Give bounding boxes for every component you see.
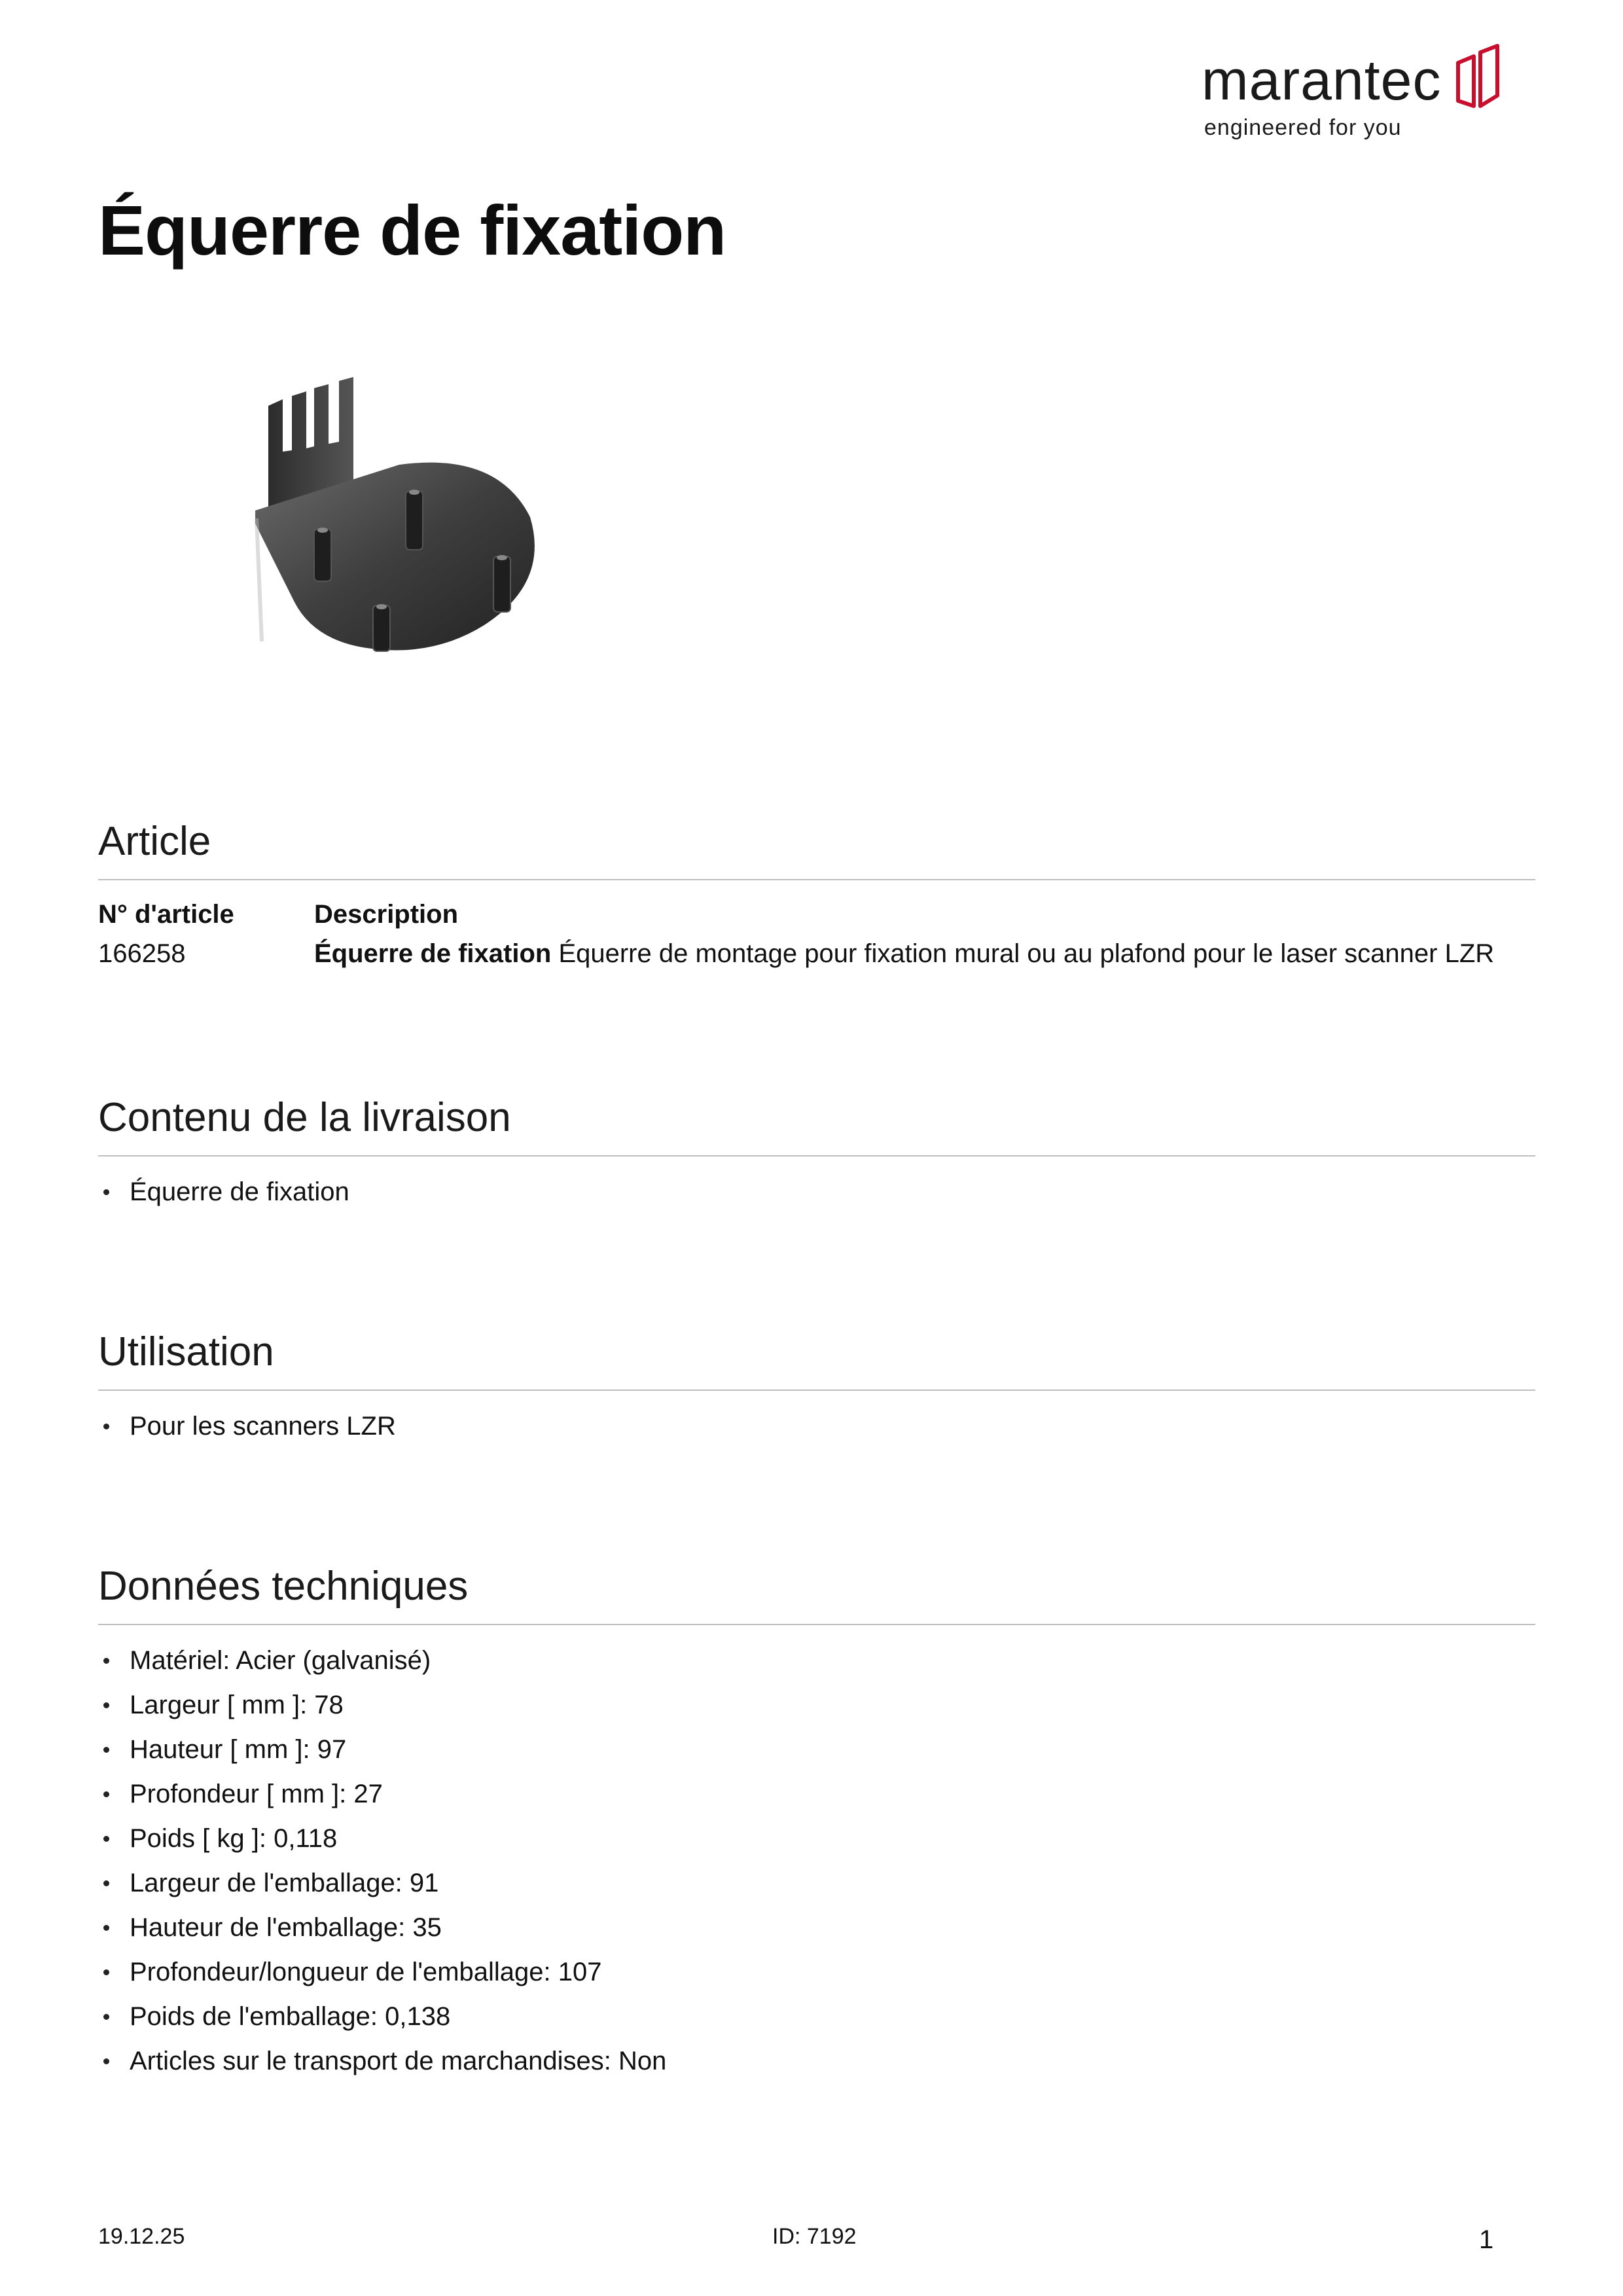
brand-name: marantec	[1202, 49, 1442, 112]
marantec-door-mark-icon	[1454, 43, 1501, 114]
article-description-text: Équerre de montage pour fixation mural ou au plafond pour le laser scanner LZR	[558, 939, 1495, 969]
brand-tagline: engineered for you	[1204, 115, 1402, 140]
list-item: Profondeur/longueur de l'emballage: 107	[98, 1950, 1535, 1994]
article-section	[98, 818, 1535, 973]
page-number: 1	[1479, 2225, 1494, 2254]
article-number-header: N° d'article	[98, 900, 234, 929]
list-item: Largeur [ mm ]: 78	[98, 1683, 1535, 1727]
technical-data-section	[98, 1563, 1535, 2083]
list-item: Équerre de fixation	[98, 1170, 1535, 1214]
article-description	[314, 934, 1535, 973]
usage-heading: Utilisation	[98, 1329, 1535, 1391]
list-item: Hauteur de l'emballage: 35	[98, 1905, 1535, 1950]
list-item: Profondeur [ mm ]: 27	[98, 1772, 1535, 1816]
footer-id: ID: 7192	[772, 2224, 857, 2249]
delivery-contents-heading: Contenu de la livraison	[98, 1094, 1535, 1157]
footer-date: 19.12.25	[98, 2224, 185, 2249]
article-table-header	[98, 895, 1535, 934]
product-image	[242, 367, 609, 707]
list-item: Largeur de l'emballage: 91	[98, 1861, 1535, 1905]
article-description-header: Description	[314, 900, 459, 929]
list-item: Pour les scanners LZR	[98, 1404, 1535, 1448]
list-item: Hauteur [ mm ]: 97	[98, 1727, 1535, 1772]
delivery-contents-section	[98, 1094, 1535, 1214]
article-heading: Article	[98, 818, 1535, 880]
page-title: Équerre de fixation	[98, 190, 726, 270]
list-item: Poids de l'emballage: 0,138	[98, 1994, 1535, 2039]
article-number: 166258	[98, 939, 186, 969]
list-item: Poids [ kg ]: 0,118	[98, 1816, 1535, 1861]
article-row	[98, 934, 1535, 973]
list-item: Matériel: Acier (galvanisé)	[98, 1638, 1535, 1683]
article-description-name: Équerre de fixation	[314, 939, 552, 969]
list-item: Articles sur le transport de marchandises: Non	[98, 2039, 1535, 2083]
technical-data-heading: Données techniques	[98, 1563, 1535, 1625]
brand-logo	[1202, 39, 1503, 151]
usage-section	[98, 1329, 1535, 1448]
